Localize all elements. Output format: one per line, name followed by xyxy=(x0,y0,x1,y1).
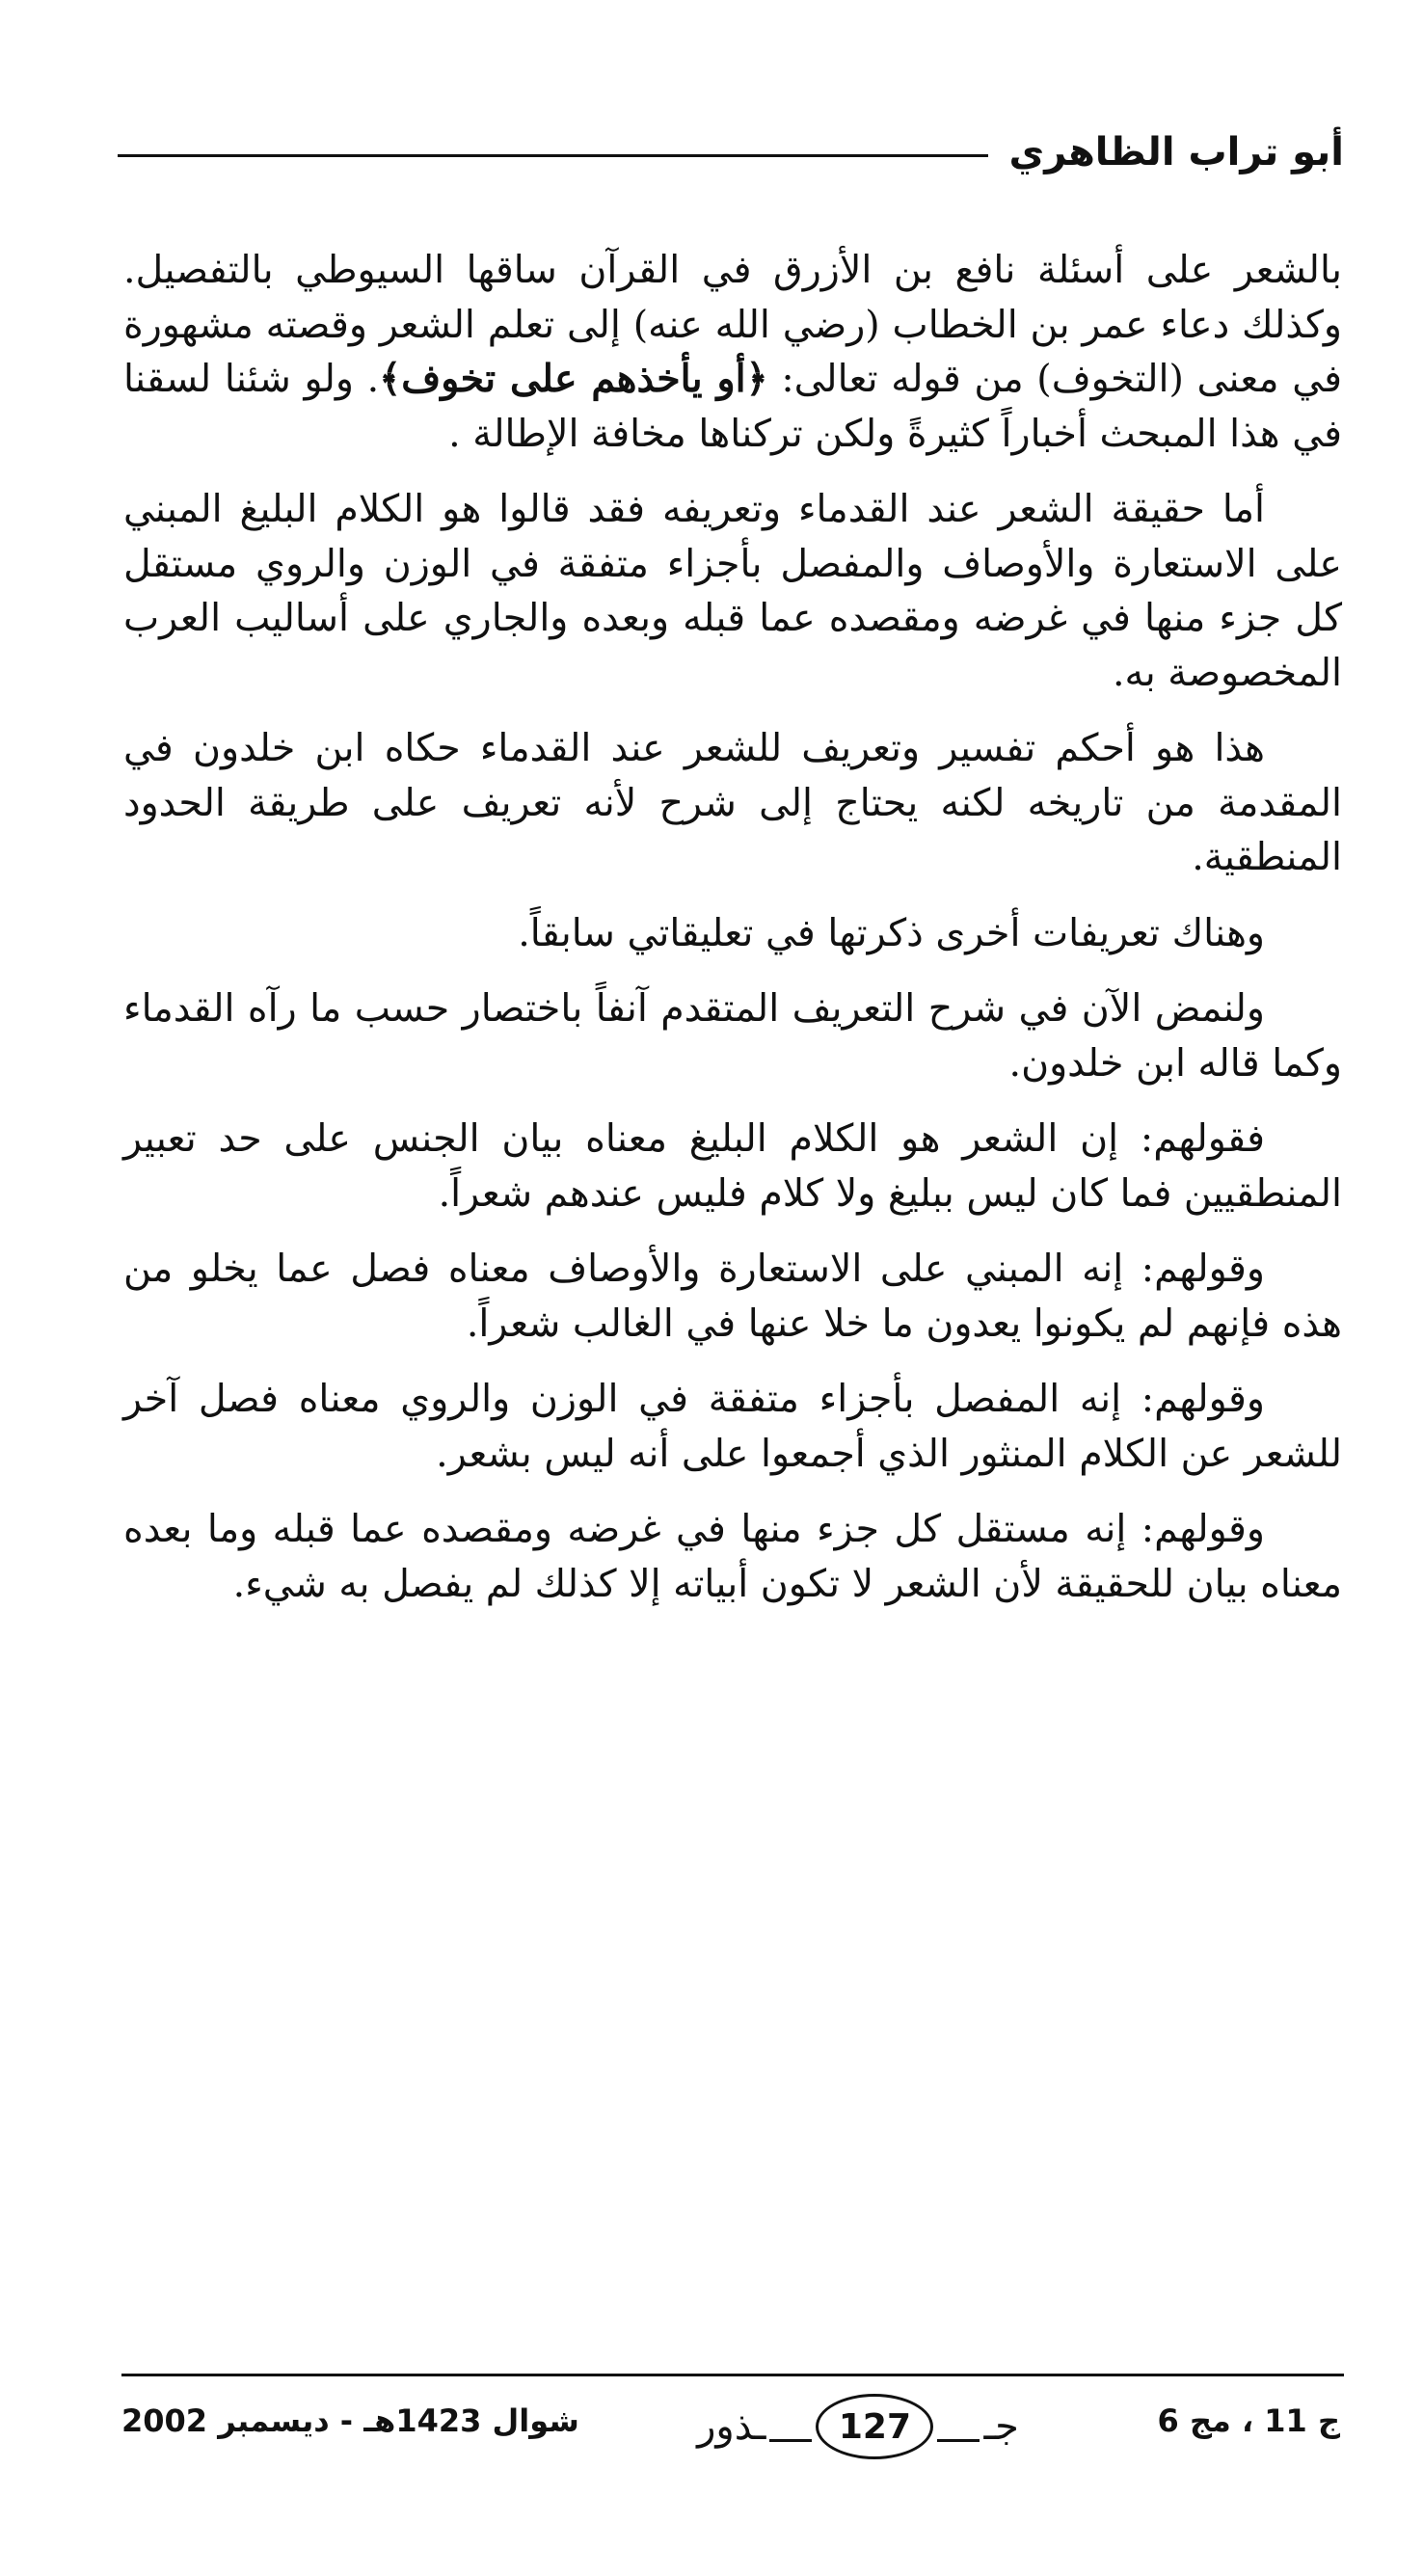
logo-dash-right xyxy=(937,2439,980,2442)
paragraph-1-text-b: . ولو شئنا لسقنا في هذا المبحث أخباراً كثيرةً ولكن تركناها مخافة الإطالة . xyxy=(123,357,1342,456)
issue-number: ج 11 ، مج 6 xyxy=(1157,2402,1340,2439)
paragraph-2: أما حقيقة الشعر عند القدماء وتعريفه فقد قالوا هو الكلام البليغ المبني على الاستعارة والأوصاف والمفصل بأجزاء متفقة في الوزن والروي مستقل كل جزء منها في غرضه ومقصده عما قبله وبعده والجاري على أساليب العرب المخصوصة به. xyxy=(123,487,1342,695)
paragraph-6: فقولهم: إن الشعر هو الكلام البليغ معناه بيان الجنس على حد تعبير المنطقيين فما كان ليس ببليغ ولا كلام فليس عندهم شعراً. xyxy=(123,1116,1342,1216)
footer-rule xyxy=(121,2374,1344,2376)
paragraph-3: هذا هو أحكم تفسير وتعريف للشعر عند القدماء حكاه ابن خلدون في المقدمة من تاريخه لكنه يحتاج إلى شرح لأنه تعريف على طريقة الحدود المنطقية. xyxy=(123,726,1342,879)
logo-text-right: جـ xyxy=(983,2404,1019,2449)
logo-dash-left xyxy=(769,2439,812,2442)
header-rule xyxy=(118,154,988,157)
paragraph-7: وقولهم: إنه المبني على الاستعارة والأوصاف معناه فصل عما يخلو من هذه فإنهم لم يكونوا يعدون ما خلا عنها في الغالب شعراً. xyxy=(123,1247,1342,1346)
paragraph-4: وهناك تعريفات أخرى ذكرتها في تعليقاتي سابقاً. xyxy=(518,910,1265,955)
logo-text-left: ـذور xyxy=(697,2404,766,2449)
paragraph-8: وقولهم: إنه المفصل بأجزاء متفقة في الوزن والروي معناه فصل آخر للشعر عن الكلام المنثور الذي أجمعوا على أنه ليس بشعر. xyxy=(123,1377,1342,1476)
header-title: أبو تراب الظاهري xyxy=(1008,130,1344,174)
page-header xyxy=(118,123,1344,181)
paragraph-1-text-a: بالشعر على أسئلة نافع بن الأزرق في القرآن ساقها السيوطي بالتفصيل. وكذلك دعاء عمر بن الخطاب (رضي الله عنه) إلى تعلم الشعر وقصته مشهورة في معنى (التخوف) من قوله تعالى: xyxy=(123,248,1343,401)
paragraph-5: ولنمض الآن في شرح التعريف المتقدم آنفاً باختصار حسب ما رآه القدماء وكما قاله ابن خلدون. xyxy=(123,986,1342,1086)
page-number: 127 xyxy=(816,2394,933,2459)
quran-quote: ﴿أو يأخذهم على تخوف﴾ xyxy=(379,357,768,401)
paragraph-9: وقولهم: إنه مستقل كل جزء منها في غرضه ومقصده عما قبله وما بعده معناه بيان للحقيقة لأن الشعر لا تكون أبياته إلا كذلك لم يفصل به شيء. xyxy=(123,1507,1342,1606)
article-body xyxy=(123,243,1342,1632)
issue-date: شوال 1423هـ - ديسمبر 2002 xyxy=(121,2402,579,2439)
paragraph-1 xyxy=(123,243,1342,461)
page-footer xyxy=(116,2389,1350,2466)
journal-logo xyxy=(675,2389,1041,2464)
